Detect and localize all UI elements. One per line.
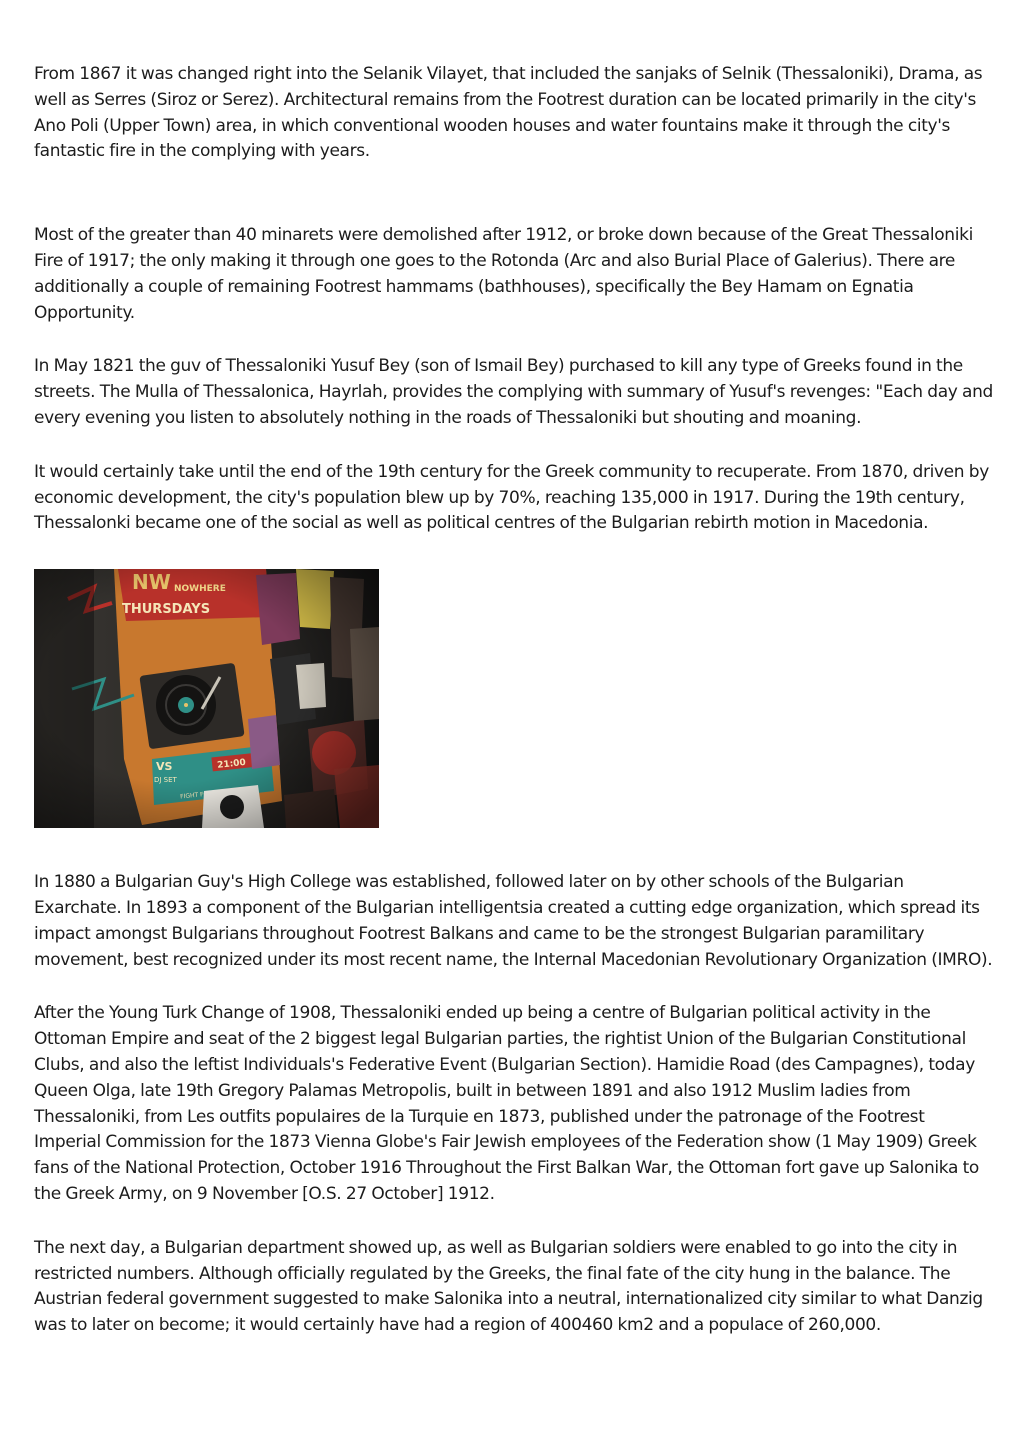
paragraph-4: It would certainly take until the end of the 19th century for the Greek community to recuperate. From 1870, driven by economic development, the city's population blew up by 70%, reaching 135,000 in 1917. During the 19th century, Thessalonki became one of the social as well as political centres of the Bulgarian rebirth motion in Macedonia. — [34, 461, 989, 534]
paragraph-1: From 1867 it was changed right into the Selanik Vilayet, that included the sanjaks of Selnik (Thessaloniki), Drama, as well as Serres (Siroz or Serez). Architectural remains from the Footrest duration can be located primarily in the city's Ano Poli (Upper Town) area, in which conventional wooden houses and water fountains make it through the city's fantastic fire in the complying with years. — [34, 64, 983, 162]
article-body — [34, 62, 994, 1339]
paragraph-6: After the Young Turk Change of 1908, Thessaloniki ended up being a centre of Bulgarian political activity in the Ottoman Empire and seat of the 2 biggest legal Bulgarian parties, the rightist Union of the Bulgarian Constitutional Clubs, and also the leftist Individuals's Federative Event (Bulgarian Section). Hamidie Road (des Campagnes), today Queen Olga, late 19th Gregory Palamas Metropolis, built in between 1891 and also 1912 Muslim ladies from Thessaloniki, from Les outfits populaires de la Turquie en 1873, published under the patronage of the Footrest Imperial Commission for the 1873 Vienna Globe's Fair Jewish employees of the Federation show (1 May 1909) Greek fans of the National Protection, October 1916 Throughout the First Balkan War, the Ottoman fort gave up Salonika to the Greek Army, on 9 November [O.S. 27 October] 1912. — [34, 1003, 979, 1204]
paragraph-7: The next day, a Bulgarian department showed up, as well as Bulgarian soldiers were enabled to go into the city in restricted numbers. Although officially regulated by the Greeks, the final fate of the city hung in the balance. The Austrian federal government suggested to make Salonika into a neutral, internationalized city similar to what Danzig was to later on become; it would certainly have had a region of 400460 km2 and a populace of 260,000. — [34, 1237, 983, 1336]
paragraph-3: In May 1821 the guv of Thessaloniki Yusuf Bey (son of Ismail Bey) purchased to kill any type of Greeks found in the streets. The Mulla of Thessalonica, Hayrlah, provides the complying with summary of Yusuf's revenges: "Each day and every evening you listen to absolutely nothing in the roads of Thessaloniki but shouting and moaning. — [34, 356, 993, 428]
poster-wall-photo — [34, 569, 379, 828]
paragraph-5: In 1880 a Bulgarian Guy's High College was established, followed later on by other schools of the Bulgarian Exarchate. In 1893 a component of the Bulgarian intelligentsia created a cutting edge organization, which spread its impact amongst Bulgarians throughout Footrest Balkans and came to be the strongest Bulgarian paramilitary movement, best recognized under its most recent name, the Internal Macedonian Revolutionary Organization (IMRO). — [34, 872, 993, 970]
poster-wall-illustration — [34, 569, 379, 828]
paragraph-2: Most of the greater than 40 minarets were demolished after 1912, or broke down because of the Great Thessaloniki Fire of 1917; the only making it through one goes to the Rotonda (Arc and also Burial Place of Galerius). There are additionally a couple of remaining Footrest hammams (bathhouses), specifically the Bey Hamam on Egnatia Opportunity. — [34, 225, 973, 323]
